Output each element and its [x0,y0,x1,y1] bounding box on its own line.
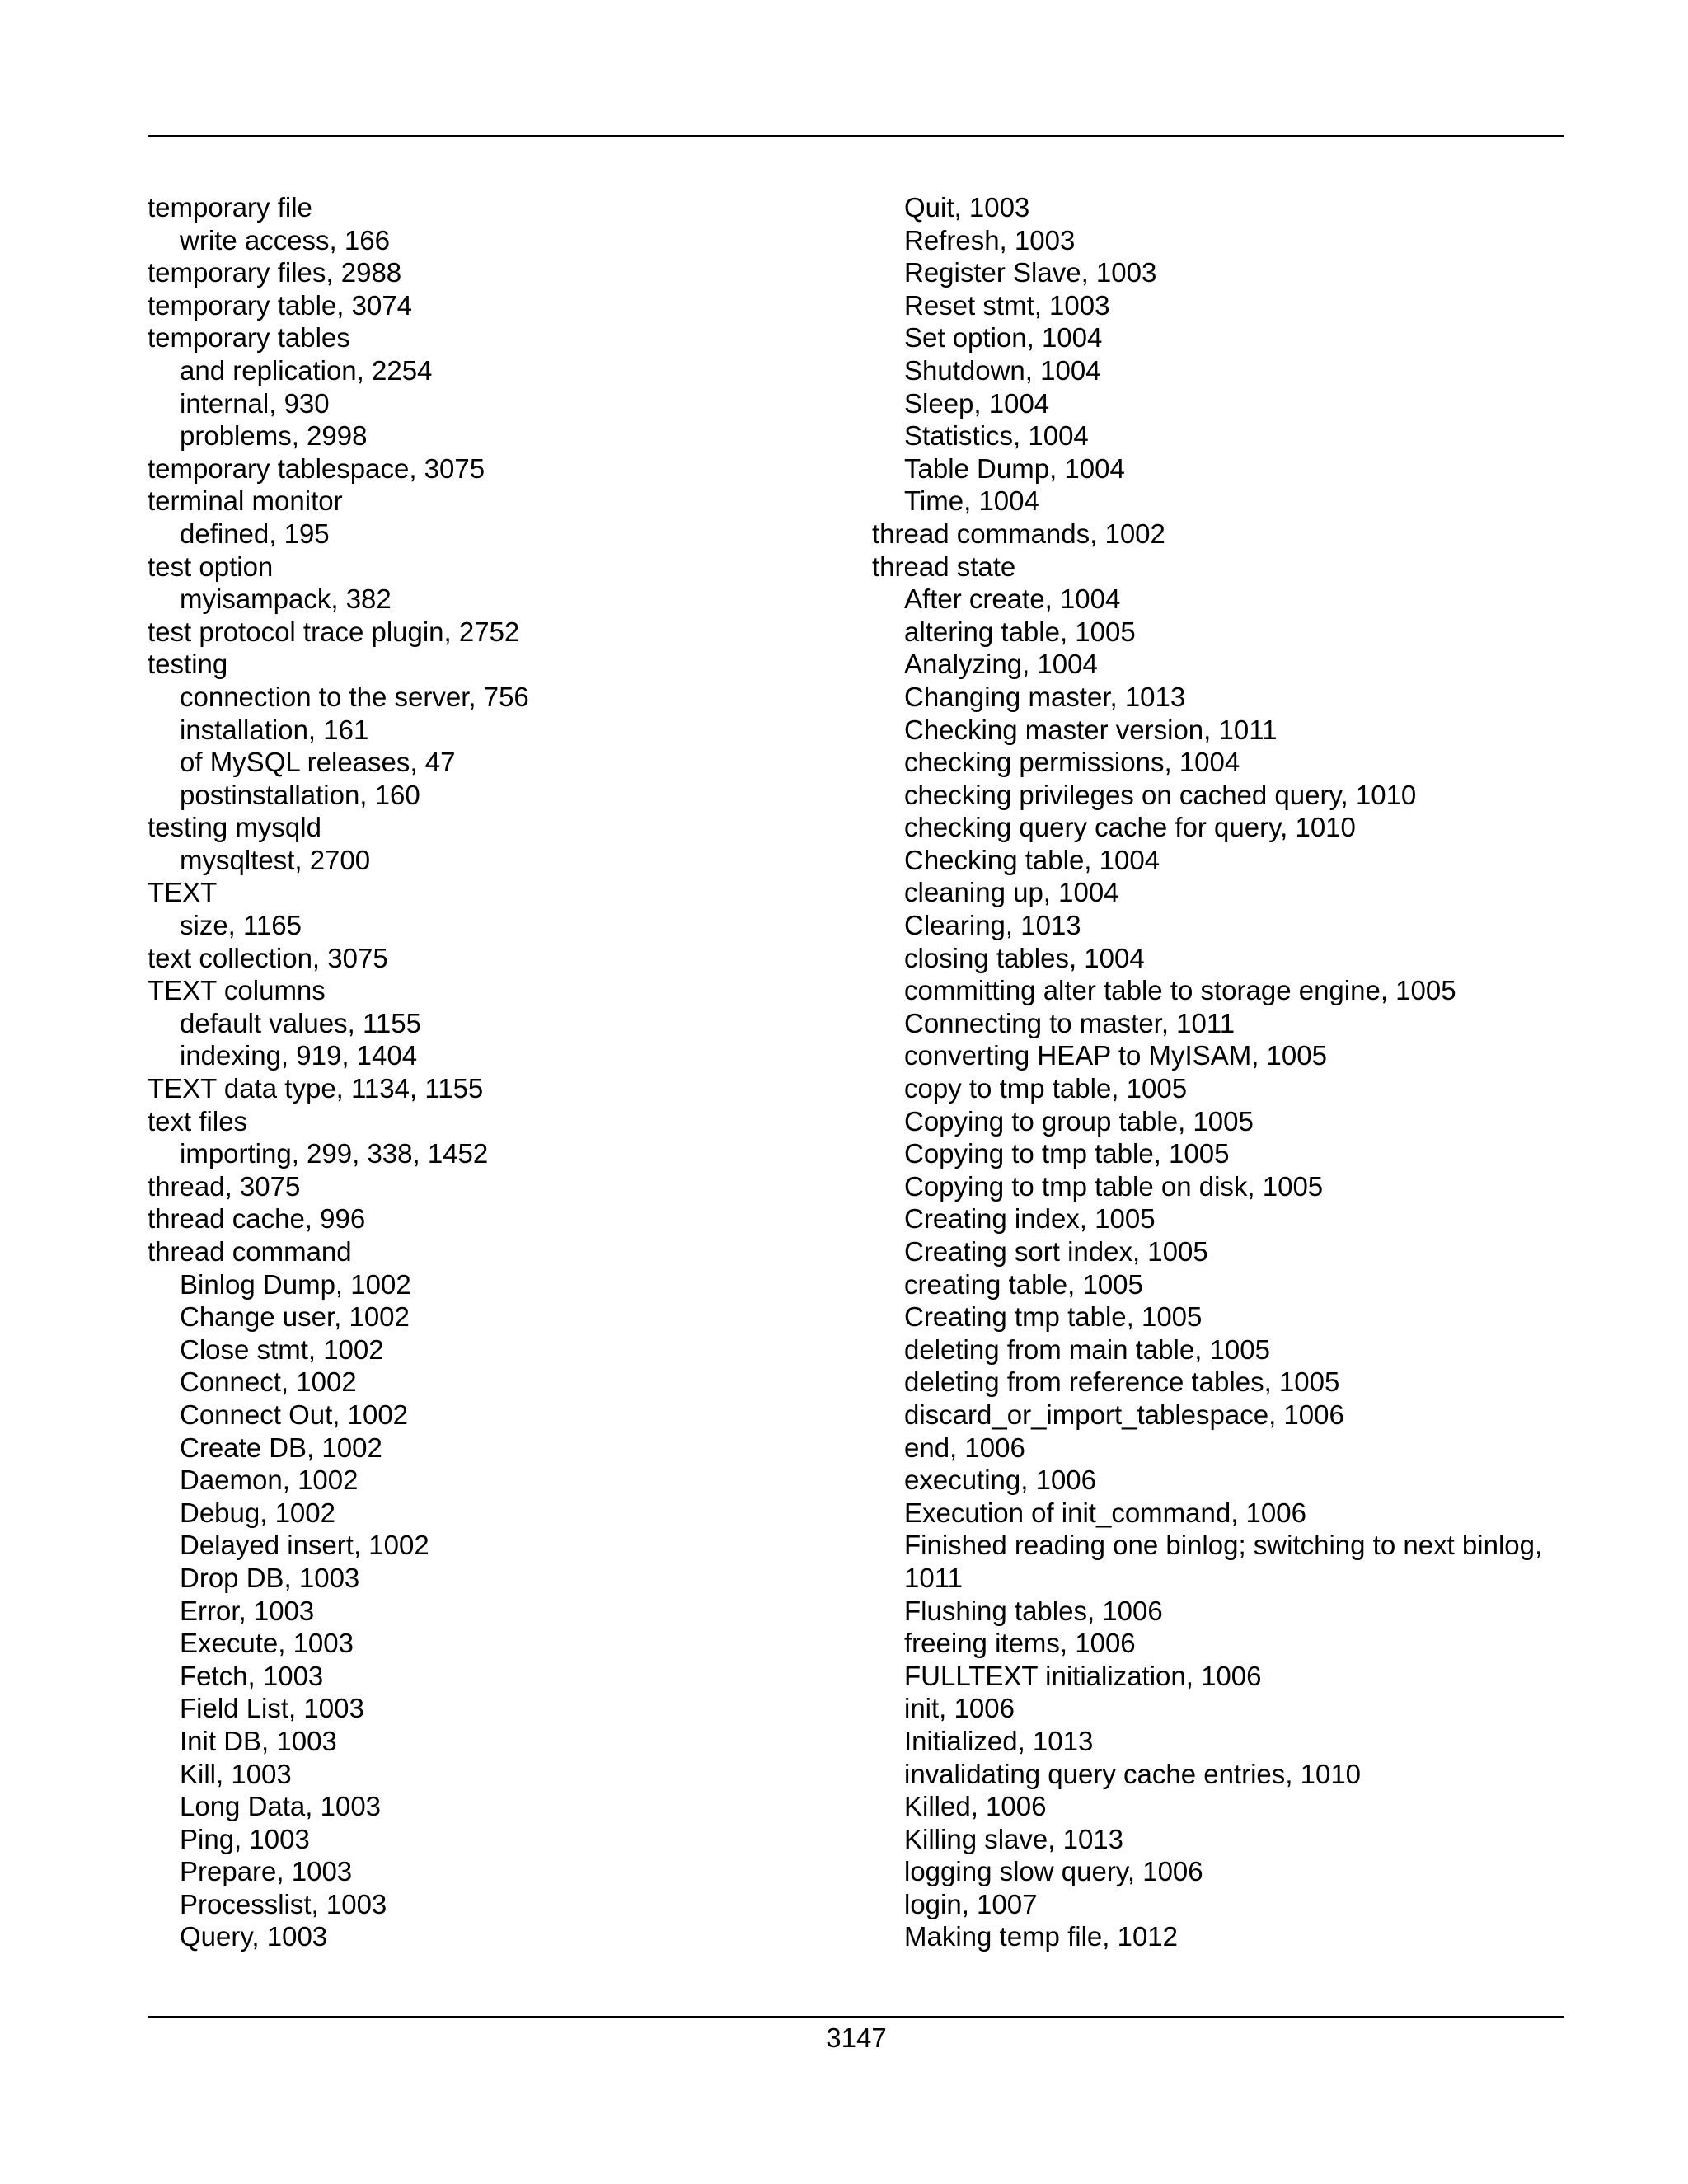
index-subentry: Flushing tables, 1006 [904,1595,1163,1626]
index-subentry: Debug, 1002 [180,1497,335,1528]
index-subentry: converting HEAP to MyISAM, 1005 [904,1040,1327,1071]
index-column-left [148,191,856,1953]
index-subentry: checking permissions, 1004 [904,747,1240,778]
page-number: 3147 [826,2022,887,2053]
index-subentry: Daemon, 1002 [180,1465,359,1496]
index-entry: testing [148,649,228,680]
index-subentry: Connecting to master, 1011 [904,1007,1236,1038]
index-subentry: discard_or_import_tablespace, 1006 [904,1399,1344,1430]
index-subentry: altering table, 1005 [904,616,1136,647]
index-subentry: Ping, 1003 [180,1823,310,1854]
index-subentry: size, 1165 [180,910,302,941]
index-subentry: committing alter table to storage engine, 1005 [904,975,1456,1006]
index-subentry: Copying to tmp table on disk, 1005 [904,1170,1324,1202]
index-entry: temporary tables [148,322,350,354]
index-entry: thread state [872,551,1016,582]
index-subentry: checking query cache for query, 1010 [904,812,1356,843]
index-subentry: write access, 166 [180,224,390,255]
index-subentry: Close stmt, 1002 [180,1333,384,1365]
index-subentry: Register Slave, 1003 [904,257,1157,288]
index-entry: TEXT columns [148,975,326,1006]
index-subentry: Connect, 1002 [180,1366,357,1398]
index-subentry: Shutdown, 1004 [904,354,1101,386]
index-subentry: Refresh, 1003 [904,224,1076,255]
index-subentry: Creating index, 1005 [904,1203,1156,1235]
index-subentry: Create DB, 1002 [180,1432,382,1463]
index-entry: text collection, 3075 [148,942,388,973]
index-subentry: Table Dump, 1004 [904,452,1125,484]
index-entry: test protocol trace plugin, 2752 [148,616,520,647]
index-subentry: Time, 1004 [904,485,1039,517]
index-subentry: installation, 161 [180,714,369,745]
header-rule [148,135,1564,137]
index-column-right [872,191,1564,1953]
index-subentry: mysqltest, 2700 [180,844,371,875]
index-subentry: Binlog Dump, 1002 [180,1268,411,1300]
index-entry: test option [148,551,274,582]
index-subentry: invalidating query cache entries, 1010 [904,1758,1362,1789]
index-subentry: closing tables, 1004 [904,942,1145,973]
index-entry: TEXT data type, 1134, 1155 [148,1073,484,1104]
index-subentry: myisampack, 382 [180,583,392,615]
index-subentry: indexing, 919, 1404 [180,1040,418,1071]
index-subentry: Long Data, 1003 [180,1791,382,1822]
index-subentry: Analyzing, 1004 [904,649,1098,680]
index-subentry: of MySQL releases, 47 [180,747,456,778]
index-subentry: cleaning up, 1004 [904,877,1119,908]
index-entry: temporary files, 2988 [148,257,402,288]
index-subentry: Killing slave, 1013 [904,1823,1123,1854]
index-entry: thread command [148,1236,352,1267]
index-subentry: Making temp file, 1012 [904,1921,1179,1952]
index-subentry: After create, 1004 [904,583,1121,615]
index-subentry: Kill, 1003 [180,1758,292,1789]
index-subentry: problems, 2998 [180,420,368,452]
index-subentry: Execute, 1003 [180,1628,354,1659]
index-subentry: Init DB, 1003 [180,1725,337,1756]
index-subentry: Change user, 1002 [180,1301,410,1333]
index-subentry: logging slow query, 1006 [904,1856,1203,1887]
index-subentry: Finished reading one binlog; switching to next binlog, [904,1530,1543,1561]
index-entry: terminal monitor [148,485,343,517]
index-subentry: Copying to tmp table, 1005 [904,1138,1230,1169]
index-subentry: Prepare, 1003 [180,1856,353,1887]
index-subentry: Query, 1003 [180,1921,328,1952]
index-subentry: Initialized, 1013 [904,1725,1094,1756]
index-entry: thread cache, 996 [148,1203,366,1235]
index-subentry: Processlist, 1003 [180,1888,387,1919]
index-subentry: Fetch, 1003 [180,1660,324,1691]
index-subentry: connection to the server, 756 [180,681,529,712]
index-subentry: Connect Out, 1002 [180,1399,409,1430]
index-entry: temporary table, 3074 [148,289,413,321]
index-subentry: Checking table, 1004 [904,844,1160,875]
index-entry: text files [148,1105,248,1137]
index-subentry: internal, 930 [180,387,330,419]
index-entry: thread commands, 1002 [872,518,1165,549]
index-subentry: postinstallation, 160 [180,779,420,810]
index-subentry: Killed, 1006 [904,1791,1047,1822]
index-subentry: and replication, 2254 [180,354,433,386]
index-subentry: Statistics, 1004 [904,420,1089,452]
index-subentry: Changing master, 1013 [904,681,1186,712]
index-entry: TEXT [148,877,218,908]
index-subentry: FULLTEXT initialization, 1006 [904,1660,1262,1691]
index-subentry: Set option, 1004 [904,322,1103,354]
index-subentry: importing, 299, 338, 1452 [180,1138,489,1169]
index-subentry: init, 1006 [904,1693,1015,1724]
index-subentry: Execution of init_command, 1006 [904,1497,1306,1528]
index-entry: temporary file [148,192,312,223]
index-subentry: deleting from main table, 1005 [904,1333,1270,1365]
index-subentry: Field List, 1003 [180,1693,364,1724]
index-subentry: Delayed insert, 1002 [180,1530,429,1561]
index-entry: testing mysqld [148,812,321,843]
index-subentry: freeing items, 1006 [904,1628,1136,1659]
index-entry: thread, 3075 [148,1170,301,1202]
index-subentry: Creating tmp table, 1005 [904,1301,1203,1333]
index-subentry: Copying to group table, 1005 [904,1105,1254,1137]
index-subentry: default values, 1155 [180,1007,421,1038]
index-subentry: deleting from reference tables, 1005 [904,1366,1340,1398]
index-entry: temporary tablespace, 3075 [148,452,485,484]
index-subentry: Sleep, 1004 [904,387,1050,419]
index-subentry: Error, 1003 [180,1595,315,1626]
index-subentry: Drop DB, 1003 [180,1562,360,1593]
index-subentry: copy to tmp table, 1005 [904,1073,1188,1104]
index-subentry: executing, 1006 [904,1465,1097,1496]
index-subentry: Creating sort index, 1005 [904,1236,1208,1267]
index-subentry: Reset stmt, 1003 [904,289,1110,321]
index-subentry: Quit, 1003 [904,192,1030,223]
index-subentry: defined, 195 [180,518,330,549]
index-subentry: Clearing, 1013 [904,910,1081,941]
index-subentry: 1011 [904,1562,963,1593]
index-subentry: login, 1007 [904,1888,1038,1919]
index-subentry: end, 1006 [904,1432,1025,1463]
index-subentry: Checking master version, 1011 [904,714,1278,745]
index-subentry: checking privileges on cached query, 1010 [904,779,1417,810]
index-subentry: creating table, 1005 [904,1268,1143,1300]
